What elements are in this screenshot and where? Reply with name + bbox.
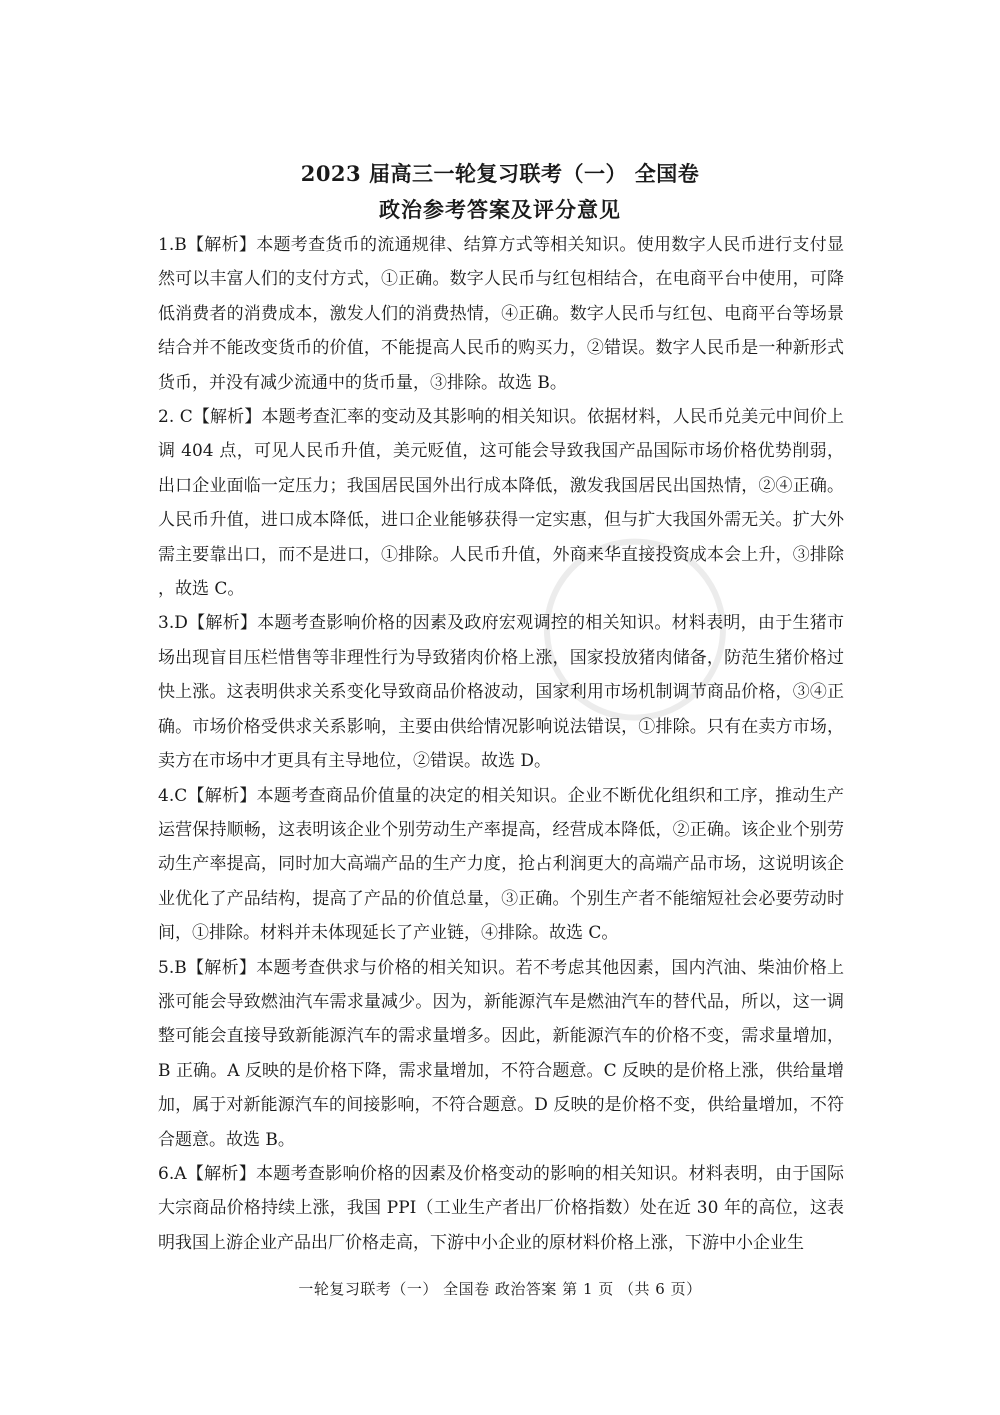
page-footer: 一轮复习联考（一） 全国卷 政治答案 第 1 页 （共 6 页） [298, 1280, 702, 1298]
answer-item-4: 4.C【解析】本题考查商品价值量的决定的相关知识。企业不断优化组织和工序，推动生产运营保持顺畅，这表明该企业个别劳动生产率提高，经营成本降低，②正确。该企业个别劳动生产率提高，同时加大高端产品的生产力度，抢占利润更大的高端产品市场，这说明该企业优化了产品结构，提高了产品的价值总量，③正确。个别生产者不能缩短社会必要劳动时间，①排除。材料并未体现延长了产业链，④排除。故选 C。 [158, 785, 844, 944]
answer-list [158, 228, 844, 1260]
answer-item-1: 1.B【解析】本题考查货币的流通规律、结算方式等相关知识。使用数字人民币进行支付显然可以丰富人们的支付方式，①正确。数字人民币与红包相结合，在电商平台中使用，可降低消费者的消费成本，激发人们的消费热情，④正确。数字人民币与红包、电商平台等场景结合并不能改变货币的价值，不能提高人民币的购买力，②错误。数字人民币是一种新形式货币，并没有减少流通中的货币量，③排除。故选 B。 [158, 235, 844, 393]
answer-item-2: 2. C【解析】本题考查汇率的变动及其影响的相关知识。依据材料，人民币兑美元中间价上调 404 点，可见人民币升值，美元贬值，这可能会导致我国产品国际市场价格优势削弱，出口企业面临一定压力；我国居民国外出行成本降低，激发我国居民出国热情，②④正确。人民币升值，进口成本降低，进口企业能够获得一定实惠，但与扩大我国外需无关。扩大外需主要靠出口，而不是进口，①排除。人民币升值，外商来华直接投资成本会上升，③排除 ，故选 C。 [158, 407, 844, 600]
document-subtitle: 政治参考答案及评分意见 [379, 197, 621, 222]
answer-item-6: 6.A【解析】本题考查影响价格的因素及价格变动的影响的相关知识。材料表明，由于国际大宗商品价格持续上涨，我国 PPI（工业生产者出厂价格指数）处在近 30 年的高位，这表明我国上游企业产品出厂价格走高，下游中小企业的原材料价格上涨，下游中小企业生 [158, 1163, 844, 1253]
answer-item-5: 5.B【解析】本题考查供求与价格的相关知识。若不考虑其他因素，国内汽油、柴油价格上涨可能会导致燃油汽车需求量减少。因为，新能源汽车是燃油汽车的替代品，所以，这一调整可能会直接导致新能源汽车的需求量增多。因此，新能源汽车的价格不变，需求量增加，B 正确。A 反映的是价格下降，需求量增加，不符合题意。C 反映的是价格上涨，供给量增加，属于对新能源汽车的间接影响，不符合题意。D 反映的是价格不变，供给量增加，不符合题意。故选 B。 [158, 957, 844, 1150]
document-title: 2023 届高三一轮复习联考（一） 全国卷 [300, 161, 700, 186]
answer-item-3: 3.D【解析】本题考查影响价格的因素及政府宏观调控的相关知识。材料表明，由于生猪市场出现盲目压栏惜售等非理性行为导致猪肉价格上涨，国家投放猪肉储备，防范生猪价格过快上涨。这表明供求关系变化导致商品价格波动，国家利用市场机制调节商品价格，③④正确。市场价格受供求关系影响，主要由供给情况影响说法错误，①排除。只有在卖方市场，卖方在市场中才更具有主导地位，②错误。故选 D。 [158, 613, 844, 772]
title-block [0, 158, 1000, 226]
